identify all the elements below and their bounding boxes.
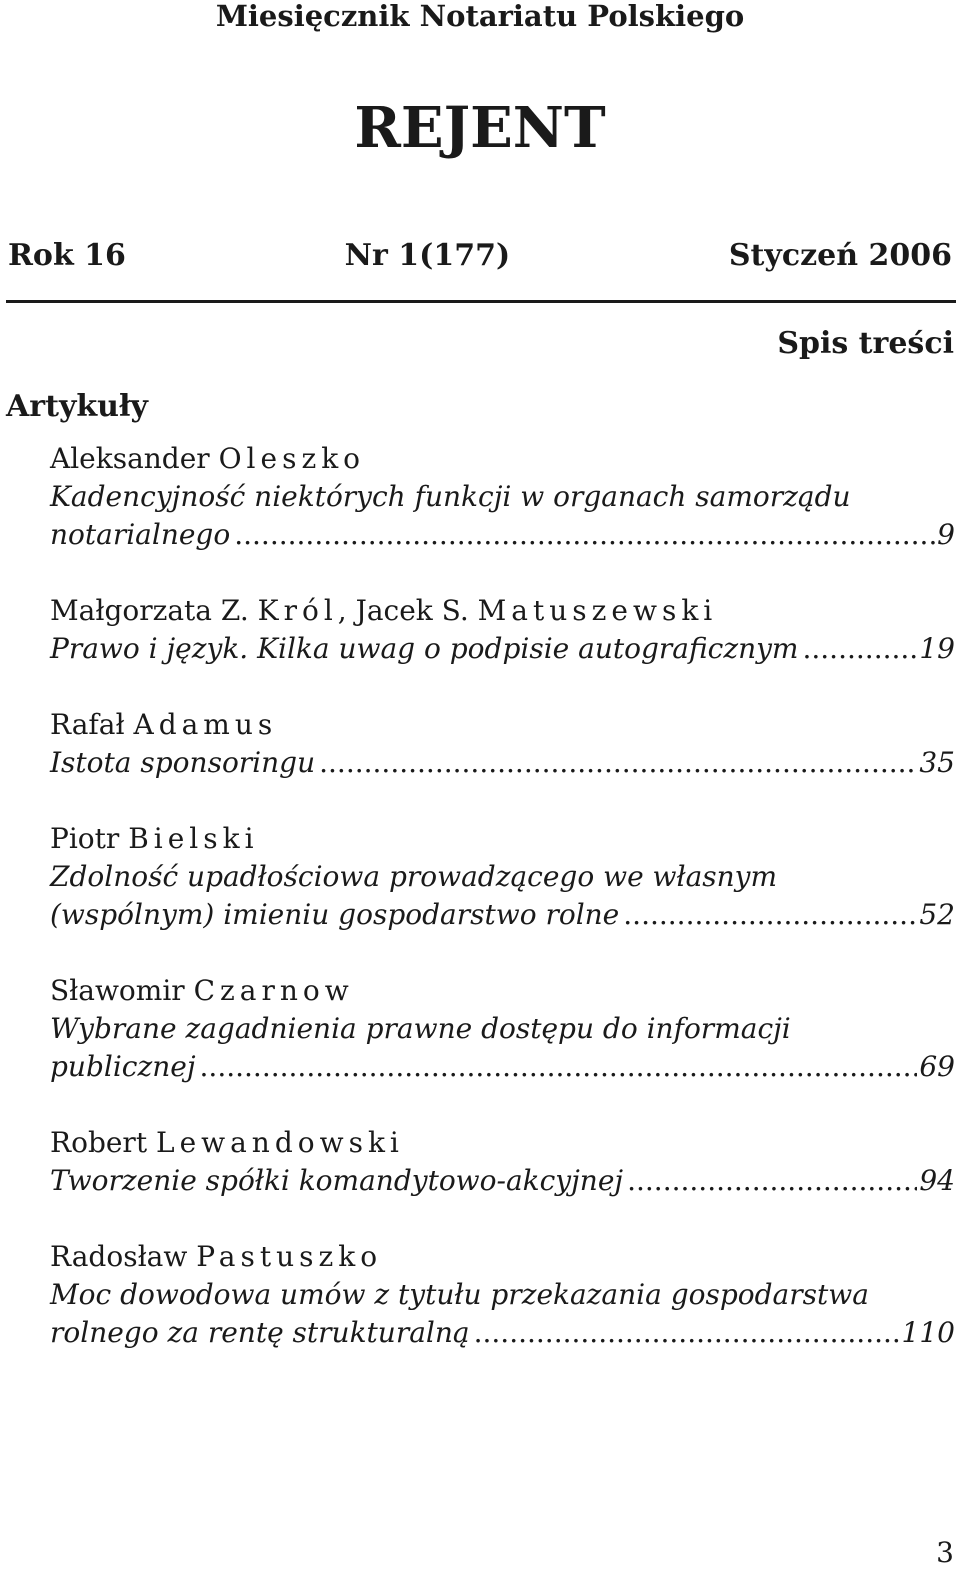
toc-entry[interactable] [50, 1238, 955, 1352]
dot-leader [200, 1048, 918, 1086]
entry-title-last: Istota sponsoringu ..... 35 [50, 744, 955, 782]
author-surname: Bielski [128, 822, 259, 855]
entry-title-last: Tworzenie spółki komandytowo-akcyjnej ..... 94 [50, 1162, 955, 1200]
section-heading: Artykuły [6, 389, 148, 424]
header-divider [6, 300, 956, 303]
entry-title-last: rolnego za rentę strukturalną ..... 110 [50, 1314, 955, 1352]
toc-entry[interactable] [50, 972, 955, 1086]
author-surname: Matuszewski [477, 594, 718, 627]
issue-info [8, 238, 952, 274]
dot-leader [802, 630, 917, 668]
entry-page: 69 [919, 1050, 955, 1083]
entry-title-last: (wspólnym) imieniu gospodarstwo rolne ..... 52 [50, 896, 955, 934]
author-surname: Lewandowski [155, 1126, 404, 1159]
entry-page: 94 [919, 1164, 955, 1197]
entry-author: Rafał Adamus [50, 708, 278, 741]
toc-entry[interactable] [50, 1124, 955, 1200]
entry-author: Robert Lewandowski [50, 1126, 404, 1159]
author-surname: Oleszko [218, 442, 366, 475]
author-surname: Pastuszko [196, 1240, 383, 1273]
entry-title-line: Zdolność upadłościowa prowadzącego we własnym [50, 860, 778, 893]
entry-title-line: Kadencyjność niektórych funkcji w organach samorządu [50, 480, 851, 513]
entry-page: 19 [919, 632, 955, 665]
entry-page: 52 [919, 898, 955, 931]
toc-title: Spis treści [777, 326, 954, 361]
journal-title: REJENT [354, 95, 606, 161]
entry-title-last: publicznej ..... 69 [50, 1048, 955, 1086]
entry-author: Sławomir Czarnow [50, 974, 354, 1007]
toc-entry[interactable] [50, 820, 955, 934]
entry-title-line: Wybrane zagadnienia prawne dostępu do informacji [50, 1012, 791, 1045]
entry-title-last: notarialnego ..... 9 [50, 516, 955, 554]
entry-author: Radosław Pastuszko [50, 1240, 383, 1273]
toc-entries [50, 440, 955, 1390]
entry-title-line: Moc dowodowa umów z tytułu przekazania gospodarstwa [50, 1278, 869, 1311]
entry-author: Aleksander Oleszko [50, 442, 366, 475]
entry-page: 9 [937, 518, 955, 551]
dot-leader [627, 1162, 917, 1200]
issue-number: Nr 1(177) [344, 238, 511, 273]
issue-year: Rok 16 [8, 238, 126, 273]
author-surname: Król [257, 594, 338, 627]
dot-leader [474, 1314, 900, 1352]
page-number: 3 [936, 1536, 954, 1569]
masthead: Miesięcznik Notariatu Polskiego [215, 0, 745, 33]
toc-entry[interactable] [50, 592, 955, 668]
toc-entry[interactable] [50, 440, 955, 554]
entry-author: Piotr Bielski [50, 822, 259, 855]
author-surname: Czarnow [193, 974, 354, 1007]
dot-leader [319, 744, 917, 782]
dot-leader [234, 516, 935, 554]
entry-author: Małgorzata Z. Król, Jacek S. Matuszewski [50, 594, 718, 627]
entry-page: 110 [901, 1316, 955, 1349]
toc-entry[interactable] [50, 706, 955, 782]
entry-title-last: Prawo i język. Kilka uwag o podpisie autograficznym ..... 19 [50, 630, 955, 668]
dot-leader [623, 896, 917, 934]
issue-date: Styczeń 2006 [728, 238, 952, 273]
entry-page: 35 [919, 746, 955, 779]
author-surname: Adamus [133, 708, 278, 741]
